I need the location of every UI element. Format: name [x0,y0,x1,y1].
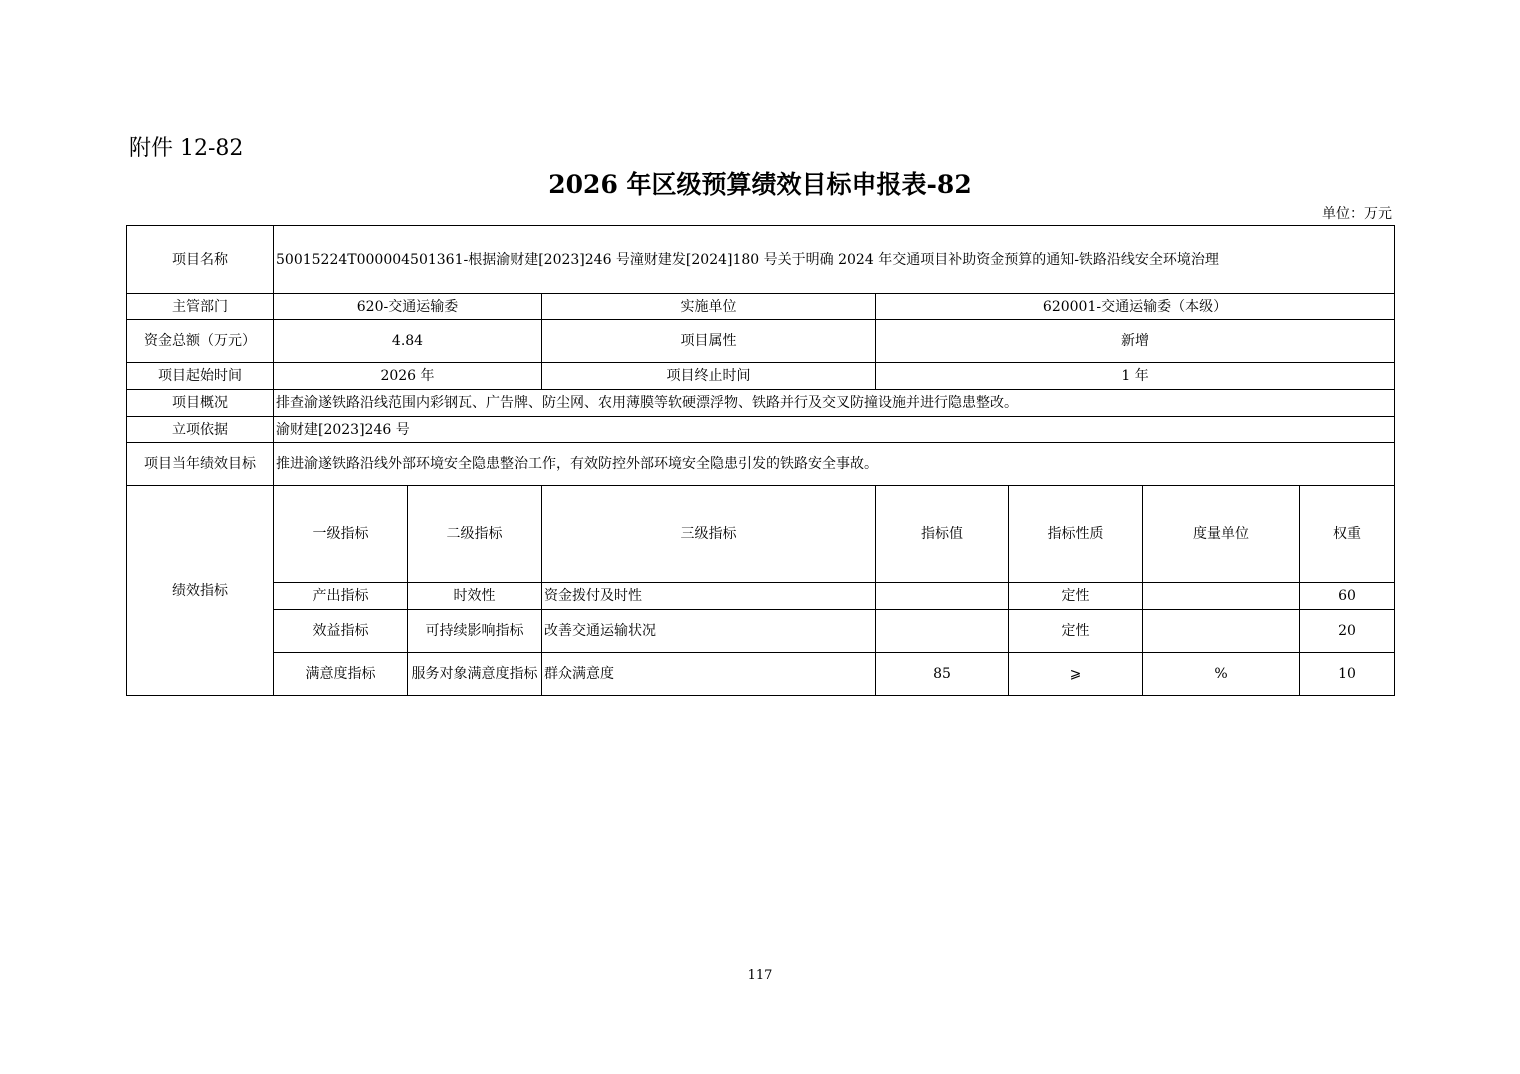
indicator-header: 权重 [1300,486,1395,583]
indicator-row [127,583,1395,610]
basis-label: 立项依据 [127,417,274,443]
dept-label: 主管部门 [127,294,274,320]
start-time-label: 项目起始时间 [127,363,274,390]
level2-cell: 服务对象满意度指标 [408,653,542,696]
level1-cell: 效益指标 [274,610,408,653]
project-name-label: 项目名称 [127,226,274,294]
impl-unit-label: 实施单位 [542,294,876,320]
indicator-header: 指标性质 [1009,486,1143,583]
level2-cell: 可持续影响指标 [408,610,542,653]
project-attr-label: 项目属性 [542,320,876,363]
level1-cell: 产出指标 [274,583,408,610]
indicator-row [127,653,1395,696]
unit-cell: % [1143,653,1300,696]
nature-cell: ⩾ [1009,653,1143,696]
overview-label: 项目概况 [127,390,274,417]
project-attr-value: 新增 [876,320,1395,363]
overview-value: 排查渝遂铁路沿线范围内彩钢瓦、广告牌、防尘网、农用薄膜等软硬漂浮物、铁路并行及交叉防撞设施并进行隐患整改。 [274,390,1395,417]
end-time-label: 项目终止时间 [542,363,876,390]
unit-cell [1143,583,1300,610]
indicators-label: 绩效指标 [127,486,274,696]
value-cell: 85 [876,653,1009,696]
page-number: 117 [747,968,773,983]
unit-cell [1143,610,1300,653]
unit-note: 单位：万元 [1322,206,1392,222]
end-time-value: 1 年 [876,363,1395,390]
weight-cell: 10 [1300,653,1395,696]
indicator-header: 二级指标 [408,486,542,583]
level3-cell: 改善交通运输状况 [542,610,876,653]
level3-cell: 群众满意度 [542,653,876,696]
basis-value: 渝财建[2023]246 号 [274,417,1395,443]
value-cell [876,610,1009,653]
nature-cell: 定性 [1009,583,1143,610]
start-time-value: 2026 年 [274,363,542,390]
attachment-number: 附件 12-82 [129,136,244,161]
impl-unit-value: 620001-交通运输委（本级） [876,294,1395,320]
value-cell [876,583,1009,610]
weight-cell: 20 [1300,610,1395,653]
level2-cell: 时效性 [408,583,542,610]
annual-goal-value: 推进渝遂铁路沿线外部环境安全隐患整治工作，有效防控外部环境安全隐患引发的铁路安全事故。 [274,443,1395,486]
nature-cell: 定性 [1009,610,1143,653]
indicator-header: 度量单位 [1143,486,1300,583]
level3-cell: 资金拨付及时性 [542,583,876,610]
indicator-header: 指标值 [876,486,1009,583]
fund-total-label: 资金总额（万元） [127,320,274,363]
dept-value: 620-交通运输委 [274,294,542,320]
indicator-header: 三级指标 [542,486,876,583]
weight-cell: 60 [1300,583,1395,610]
level1-cell: 满意度指标 [274,653,408,696]
fund-total-value: 4.84 [274,320,542,363]
indicator-header: 一级指标 [274,486,408,583]
budget-performance-table [126,225,1395,696]
page-title: 2026 年区级预算绩效目标申报表-82 [548,170,972,199]
indicator-row [127,610,1395,653]
annual-goal-label: 项目当年绩效目标 [127,443,274,486]
project-name-value: 50015224T000004501361-根据渝财建[2023]246 号潼财建发[2024]180 号关于明确 2024 年交通项目补助资金预算的通知-铁路沿线安全环境治理 [274,226,1395,294]
